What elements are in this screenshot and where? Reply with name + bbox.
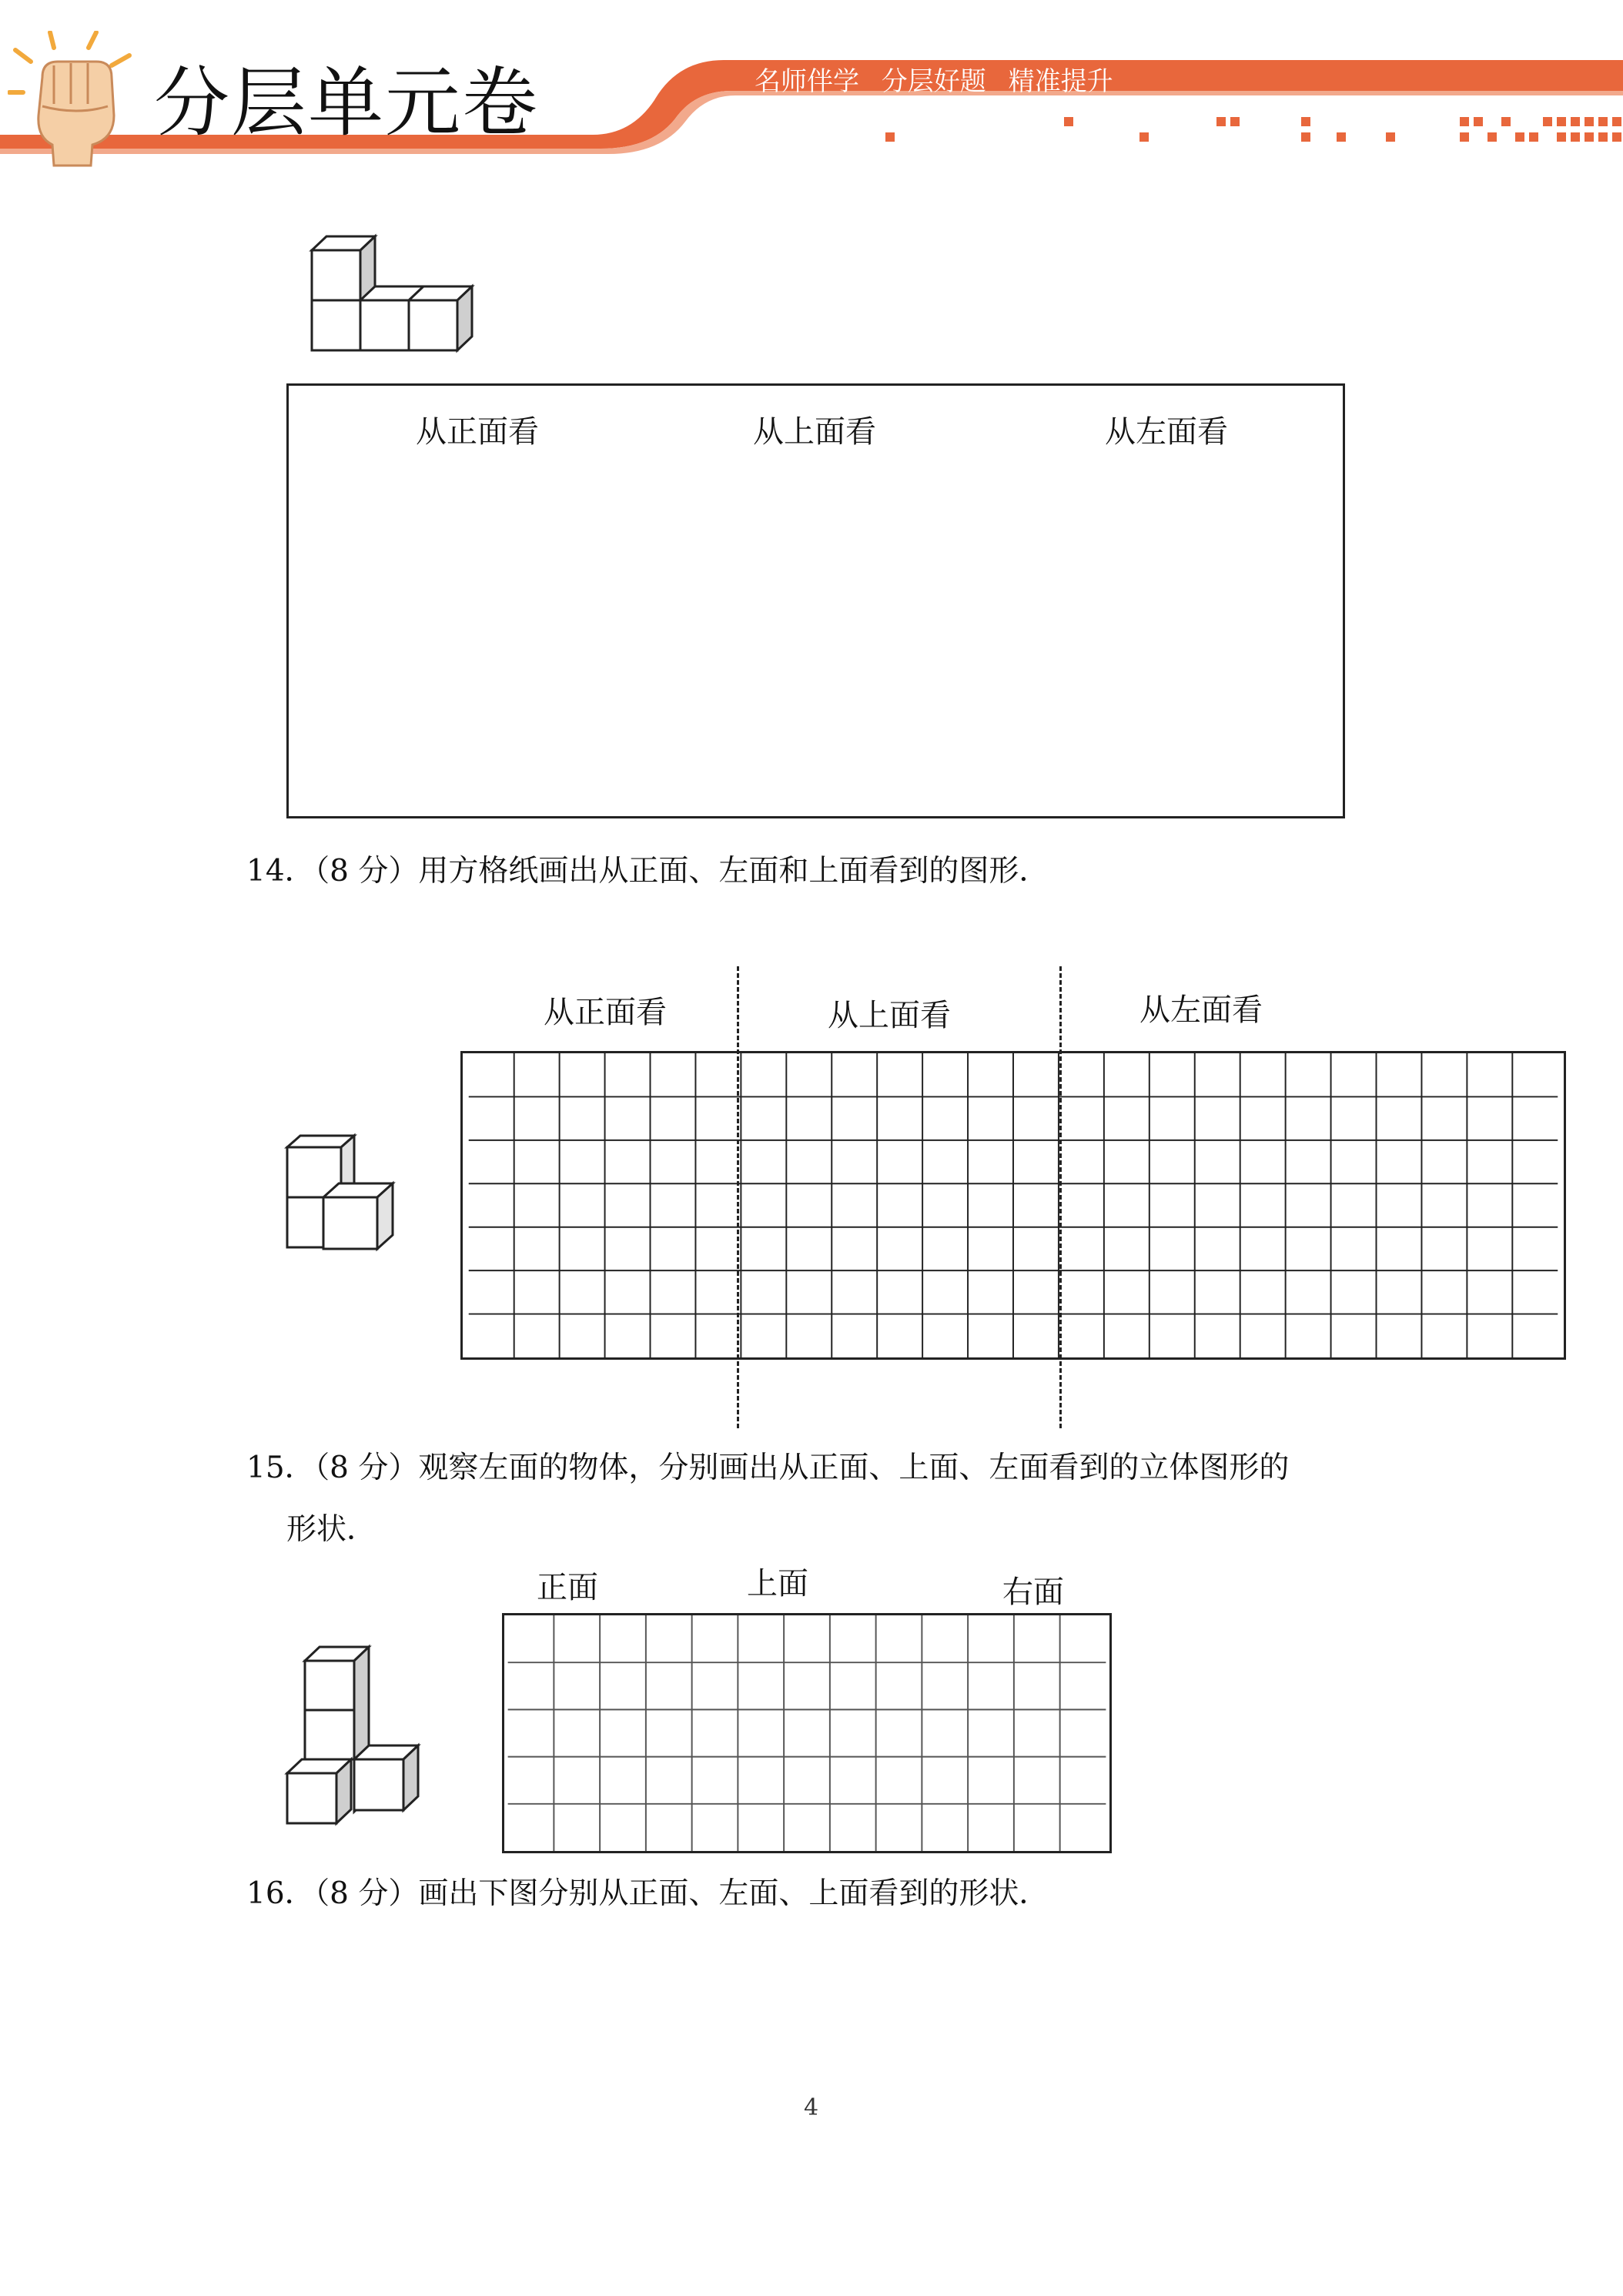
q16-text: 16．（8 分）画出下图分别从正面、左面、上面看到的形状．	[246, 1876, 1049, 1911]
q15-view-label-front: 正面	[537, 1570, 598, 1605]
q13-answer-box	[286, 383, 1345, 818]
view-label-left: 从左面看	[1105, 414, 1228, 450]
q14-view-label-left: 从左面看	[1139, 992, 1263, 1028]
view-label-front: 从正面看	[416, 414, 539, 450]
q15-text-line2: 形状．	[286, 1512, 377, 1547]
q15-cube-figure	[283, 1644, 437, 1840]
q14-view-label-front: 从正面看	[544, 995, 667, 1030]
q15-view-label-right: 右面	[1002, 1575, 1064, 1610]
page-number: 4	[804, 2094, 819, 2121]
q14-grid	[460, 1051, 1566, 1360]
q13-cube-figure	[304, 216, 504, 358]
q15-text-line1: 15．（8 分）观察左面的物体，分别画出从正面、上面、左面看到的立体图形的	[246, 1451, 1290, 1485]
header-slogan: 名师伴学 分层好题 精准提升	[755, 66, 1113, 97]
q15-grid	[502, 1613, 1112, 1853]
q14-view-label-top: 从上面看	[828, 998, 951, 1033]
header-title: 分层单元卷	[154, 59, 540, 147]
fist-icon	[8, 31, 139, 169]
view-label-top: 从上面看	[753, 414, 876, 450]
q15-view-label-top: 上面	[747, 1566, 808, 1602]
page-header	[0, 0, 1623, 177]
q14-text: 14．（8 分）用方格纸画出从正面、左面和上面看到的图形．	[246, 854, 1049, 889]
q14-cube-figure	[283, 1128, 422, 1274]
